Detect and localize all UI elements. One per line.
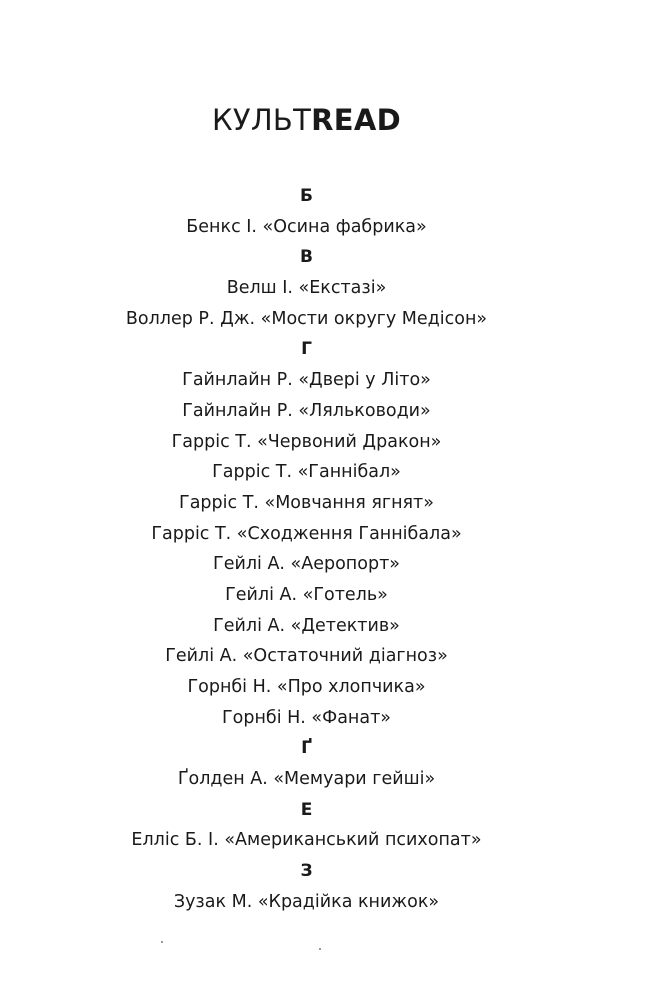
index-letter: Г <box>301 339 312 360</box>
index-entry: Велш І. «Екстазі» <box>226 278 387 299</box>
index-entry: Воллер Р. Дж. «Мости округу Медісон» <box>125 308 488 329</box>
page-title <box>0 100 613 140</box>
index-entry: Елліс Б. І. «Американський психопат» <box>131 830 482 851</box>
index-entry: Бенкс І. «Осина фабрика» <box>186 216 427 237</box>
index-entry: Гейлі А. «Готель» <box>225 584 388 605</box>
index-letter: Б <box>300 186 313 206</box>
index-entry: Гарріс Т. «Сходження Ганнібала» <box>151 523 462 544</box>
title-light-part: КУЛЬТ <box>211 103 312 137</box>
paper-speck <box>319 948 321 950</box>
index-entry: Гайнлайн Р. «Ляльководи» <box>182 400 431 421</box>
index-entry: Гейлі А. «Детектив» <box>213 615 400 636</box>
index-letter: Ґ <box>301 738 312 759</box>
title-bold-part: READ <box>311 103 402 137</box>
index-entry: Гейлі А. «Аеропорт» <box>213 554 400 575</box>
index-entry: Горнбі Н. «Про хлопчика» <box>187 677 426 697</box>
index-entry: Зузак М. «Крадійка книжок» <box>173 891 440 912</box>
index-entry: Ґолден А. «Мемуари гейші» <box>177 769 436 790</box>
index-entry: Гарріс Т. «Червоний Дракон» <box>171 431 442 452</box>
index-letter: Е <box>300 799 313 820</box>
book-index <box>0 181 613 918</box>
index-entry: Гейлі А. «Остаточний діагноз» <box>165 646 448 667</box>
index-entry: Гайнлайн Р. «Двері у Літо» <box>182 370 431 391</box>
index-letter: З <box>300 861 313 882</box>
paper-speck <box>161 941 163 943</box>
index-letter: В <box>300 247 313 268</box>
index-entry: Гарріс Т. «Мовчання ягнят» <box>179 492 434 513</box>
index-entry: Гарріс Т. «Ганнібал» <box>212 462 401 483</box>
index-entry: Горнбі Н. «Фанат» <box>222 707 391 728</box>
